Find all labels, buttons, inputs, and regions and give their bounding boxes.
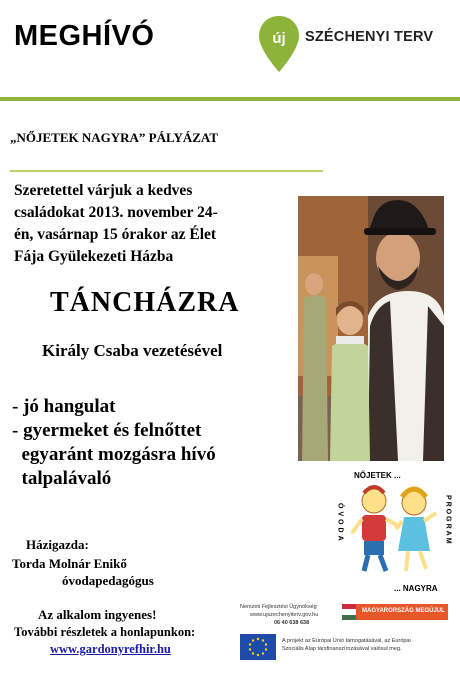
program-logo-bottom: ... NAGYRA xyxy=(394,584,438,593)
agency-name: Nemzeti Fejlesztési Ügynökség xyxy=(240,604,317,610)
szechenyi-terv-logo xyxy=(257,14,457,74)
eu-note-line-2: Szociális Alap társfinanszírozásával valósul meg. xyxy=(282,646,402,652)
agency-website: www.ujszechenyiterv.gov.hu xyxy=(250,612,319,618)
logo-text: SZÉCHENYI TERV xyxy=(305,29,434,45)
invite-line: családokat 2013. november 24- xyxy=(14,204,218,221)
competition-name: „NŐJETEK NAGYRA” PÁLYÁZAT xyxy=(10,130,219,145)
eu-note-line-1: A projekt az Európai Unió támogatásával, az Európai xyxy=(282,638,411,644)
hungary-renews-badge xyxy=(342,604,448,620)
event-photo xyxy=(298,196,444,461)
host-title: óvodapedagógus xyxy=(62,573,154,588)
list-item: - jó hangulat xyxy=(12,396,116,417)
hungarian-flag-icon xyxy=(342,604,356,620)
section-divider xyxy=(10,170,323,172)
invite-line: én, vasárnap 15 órakor az Élet xyxy=(14,226,217,243)
list-item: - gyermeket és felnőttet xyxy=(12,420,202,441)
free-entry-note: Az alkalom ingyenes! xyxy=(38,607,157,622)
logo-mark: új xyxy=(272,30,286,47)
sponsor-block xyxy=(236,602,456,664)
event-heading: TÁNCHÁZRA xyxy=(50,287,240,318)
nojetek-program-logo xyxy=(330,467,458,595)
invitation-text xyxy=(14,180,294,268)
highlights-list xyxy=(12,395,216,491)
list-item: egyaránt mozgásra hívó xyxy=(12,444,216,465)
details-note: További részletek a honlapunkon: xyxy=(14,625,196,639)
page-title: MEGHÍVÓ xyxy=(14,20,155,52)
location-pin-icon xyxy=(257,14,301,74)
badge-text: MAGYARORSZÁG MEGÚJUL xyxy=(362,608,445,614)
program-logo-top: NŐJETEK ... xyxy=(354,471,401,480)
eu-flag-icon xyxy=(240,634,276,660)
program-logo-left: ÓVODA xyxy=(336,503,344,544)
list-item: talpalávaló xyxy=(12,468,112,489)
invite-line: Fája Gyülekezeti Házba xyxy=(14,248,174,265)
agency-phone: 06 40 638 638 xyxy=(274,620,310,626)
host-name: Torda Molnár Enikő xyxy=(12,556,127,571)
website-link[interactable]: www.gardonyrefhir.hu xyxy=(50,642,171,656)
program-logo-right: PROGRAM xyxy=(444,495,452,546)
host-label: Házigazda: xyxy=(26,537,89,552)
event-leader: Király Csaba vezetésével xyxy=(42,341,223,360)
invite-line: Szeretettel várjuk a kedves xyxy=(14,182,193,199)
header-divider xyxy=(0,97,460,101)
